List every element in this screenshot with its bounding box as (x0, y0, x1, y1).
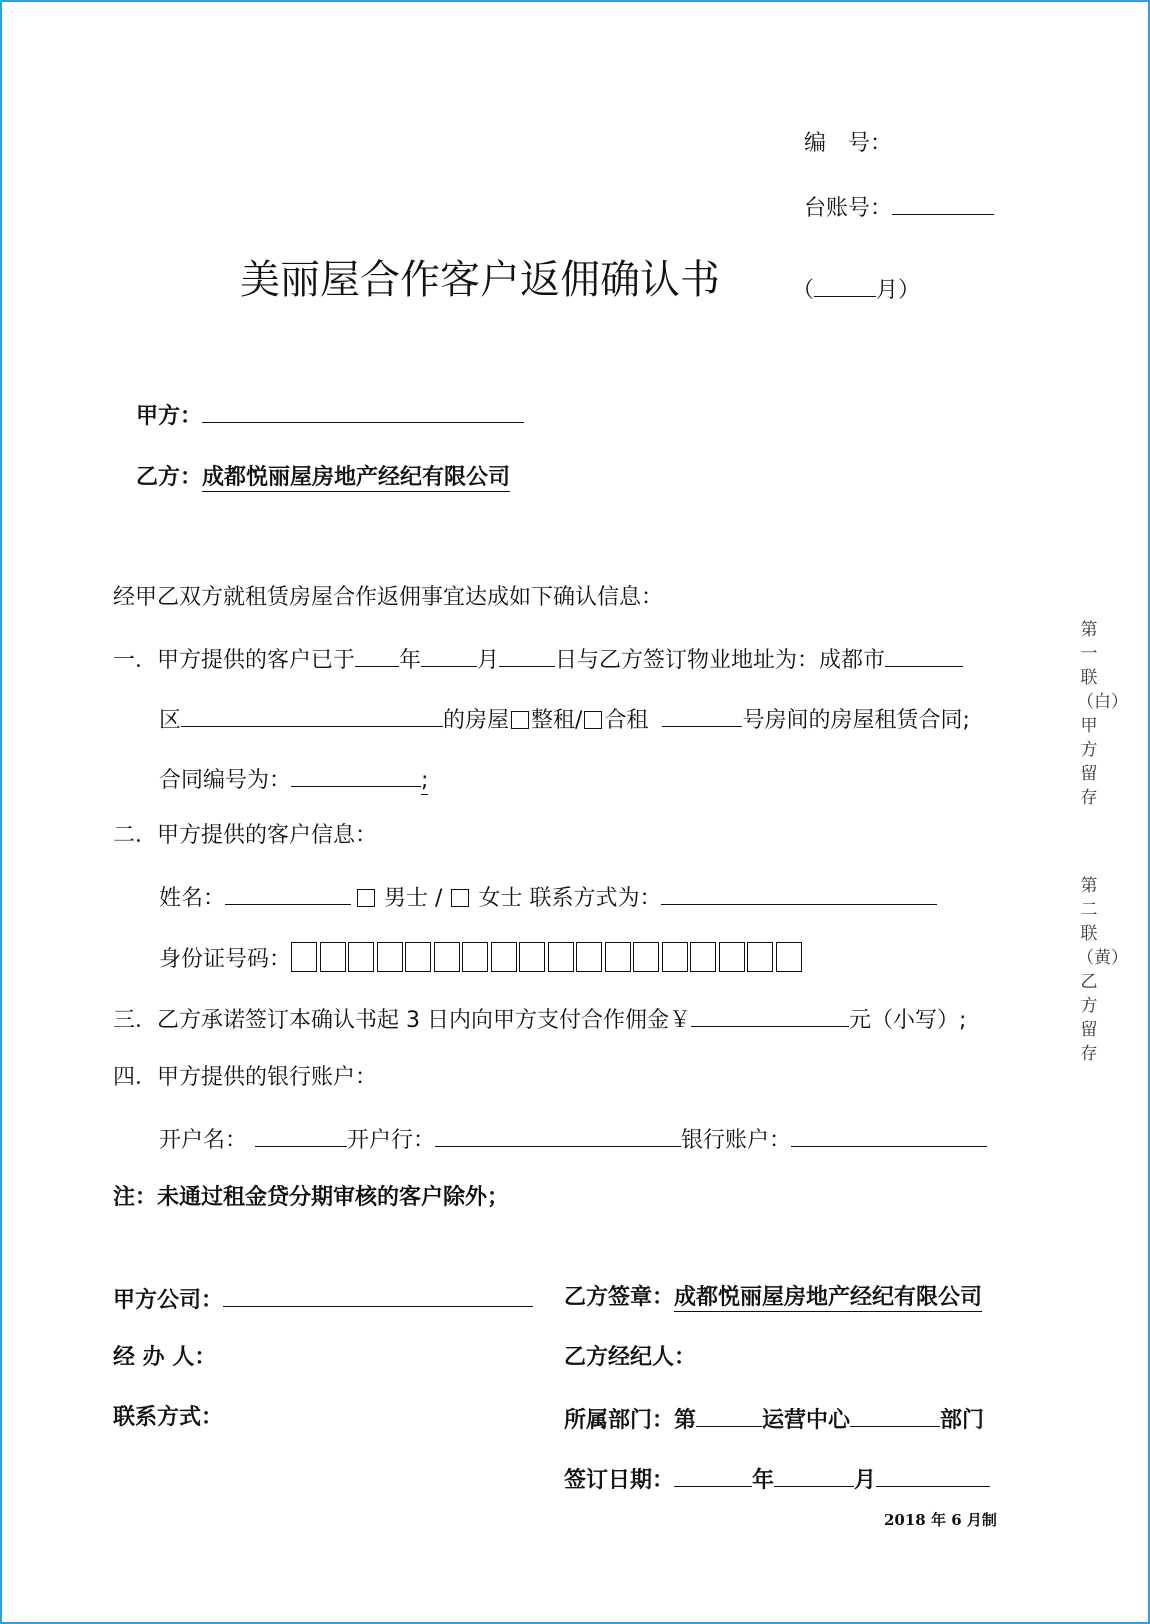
item1-room-blank[interactable] (662, 704, 742, 727)
item1-day-text: 日与乙方签订物业地址为：成都市 (555, 648, 886, 673)
copy2-note: 第二联（黄）乙方留存 (1077, 876, 1128, 1064)
contract-number-blank[interactable] (291, 764, 421, 787)
id-digit-box[interactable] (405, 942, 431, 972)
male-label: 男士 (384, 886, 429, 911)
account-name-blank[interactable] (255, 1124, 347, 1147)
page-title (240, 254, 720, 306)
contract-number-label: 合同编号为： (159, 768, 292, 793)
party-b-seal-label: 乙方签章： (564, 1285, 675, 1310)
bank-label: 开户行： (347, 1128, 436, 1153)
sign-date-label: 签订日期： (564, 1468, 675, 1493)
department-field (564, 1404, 984, 1435)
title-month-unit: 月） (876, 278, 921, 303)
party-a-contact-label: 联系方式： (113, 1405, 224, 1430)
title-month (792, 274, 920, 305)
party-a-blank[interactable] (202, 400, 524, 423)
ledger-field (804, 192, 994, 223)
party-a-company (113, 1284, 533, 1315)
bank-account-label: 银行账户： (681, 1128, 792, 1153)
item1-day-blank[interactable] (499, 644, 555, 667)
id-digit-box[interactable] (320, 942, 346, 972)
copy1-note: 第一联（白）甲方留存 (1077, 620, 1128, 808)
sign-year-label: 年 (752, 1468, 775, 1493)
female-checkbox[interactable] (451, 889, 469, 907)
party-a-company-label: 甲方公司： (113, 1288, 224, 1313)
id-digit-box[interactable] (348, 942, 374, 972)
commission-blank[interactable] (691, 1004, 849, 1027)
title-month-blank[interactable] (814, 274, 876, 297)
department-name-blank[interactable] (850, 1404, 940, 1427)
party-b-agent-label: 乙方经纪人： (564, 1345, 697, 1370)
sign-year-blank[interactable] (674, 1464, 752, 1487)
client-contact-blank[interactable] (661, 882, 937, 905)
id-digit-box[interactable] (719, 942, 745, 972)
id-number-boxes[interactable] (291, 947, 804, 972)
item3-text: 三．乙方承诺签订本确认书起 3 日内向甲方支付合作佣金￥ (113, 1008, 691, 1033)
item2-line2 (159, 942, 804, 974)
sign-day-blank[interactable] (876, 1464, 990, 1487)
contract-number-end: ; (421, 768, 429, 793)
id-digit-box[interactable] (633, 942, 659, 972)
whole-rent-checkbox[interactable] (511, 711, 529, 729)
id-digit-box[interactable] (291, 942, 317, 972)
item1-city-blank[interactable] (885, 644, 963, 667)
sign-month-label: 月 (854, 1468, 877, 1493)
party-b-name: 成都悦丽屋房地产经纪有限公司 (202, 465, 511, 490)
name-label: 姓名： (159, 886, 226, 911)
item1-district-blank[interactable] (181, 704, 443, 727)
party-b-label: 乙方： (136, 465, 203, 490)
item3-suffix: 元（小写）; (849, 1008, 967, 1033)
sign-month-blank[interactable] (774, 1464, 854, 1487)
ledger-label: 台账号： (804, 196, 893, 221)
item1-prefix: 一．甲方提供的客户已于 (113, 648, 356, 673)
made-date: 2018 年 6 月制 (884, 1511, 997, 1529)
item3-line (113, 1004, 966, 1035)
number-field (804, 130, 892, 158)
party-a (136, 400, 524, 431)
ops-center-label: 运营中心 (762, 1408, 851, 1433)
bank-account-blank[interactable] (791, 1124, 987, 1147)
item1-house-text: 的房屋 (443, 708, 510, 733)
id-digit-box[interactable] (434, 942, 460, 972)
item4-title: 四．甲方提供的银行账户： (113, 1065, 378, 1090)
item4-line1 (159, 1124, 987, 1155)
note-text: 注：未通过租金贷分期审核的客户除外； (113, 1185, 510, 1210)
id-digit-box[interactable] (662, 942, 688, 972)
title-main: 美丽屋合作客户返佣确认书 (240, 257, 720, 303)
intro-text: 经甲乙双方就租赁房屋合作返佣事宜达成如下确认信息： (113, 585, 664, 610)
party-b-seal-name: 成都悦丽屋房地产经纪有限公司 (674, 1285, 983, 1310)
shared-rent-checkbox[interactable] (584, 711, 602, 729)
sign-date-field (564, 1464, 990, 1495)
id-digit-box[interactable] (690, 942, 716, 972)
id-digit-box[interactable] (519, 942, 545, 972)
item2-title: 二．甲方提供的客户信息： (113, 823, 378, 848)
party-b-seal (564, 1284, 982, 1312)
shared-rent-label: 合租 (604, 708, 649, 733)
male-checkbox[interactable] (357, 889, 375, 907)
title-month-open: （ (792, 278, 815, 303)
item1-year-label: 年 (399, 648, 422, 673)
whole-rent-label: 整租/ (531, 708, 583, 733)
item2-line1 (159, 882, 937, 913)
party-a-company-blank[interactable] (223, 1284, 533, 1307)
department-label: 所属部门：第 (564, 1408, 697, 1433)
department-number-blank[interactable] (696, 1404, 762, 1427)
bank-blank[interactable] (435, 1124, 681, 1147)
department-suffix: 部门 (940, 1408, 985, 1433)
gender-slash: / (435, 886, 443, 911)
client-contact-label: 联系方式为： (529, 886, 662, 911)
item1-district-label: 区 (159, 708, 182, 733)
item1-year-blank[interactable] (355, 644, 399, 667)
ledger-blank[interactable] (892, 192, 994, 215)
item1-month-blank[interactable] (421, 644, 477, 667)
id-digit-box[interactable] (776, 942, 802, 972)
item1-line1 (113, 644, 963, 675)
name-blank[interactable] (225, 882, 351, 905)
id-digit-box[interactable] (605, 942, 631, 972)
id-number-label: 身份证号码： (159, 947, 292, 972)
id-digit-box[interactable] (491, 942, 517, 972)
item1-room-text: 号房间的房屋租赁合同; (742, 708, 970, 733)
handler-label: 经 办 人： (113, 1345, 217, 1370)
id-digit-box[interactable] (377, 942, 403, 972)
item1-month-label: 月 (477, 648, 500, 673)
id-digit-box[interactable] (747, 942, 773, 972)
item1-line2 (159, 704, 970, 735)
id-digit-box[interactable] (462, 942, 488, 972)
item1-line3 (159, 764, 428, 795)
id-digit-box[interactable] (548, 942, 574, 972)
party-b (136, 464, 510, 492)
id-digit-box[interactable] (576, 942, 602, 972)
party-a-label: 甲方： (136, 404, 203, 429)
female-label: 女士 (478, 886, 523, 911)
account-name-label: 开户名： (159, 1128, 248, 1153)
number-label: 编 号： (804, 131, 893, 156)
